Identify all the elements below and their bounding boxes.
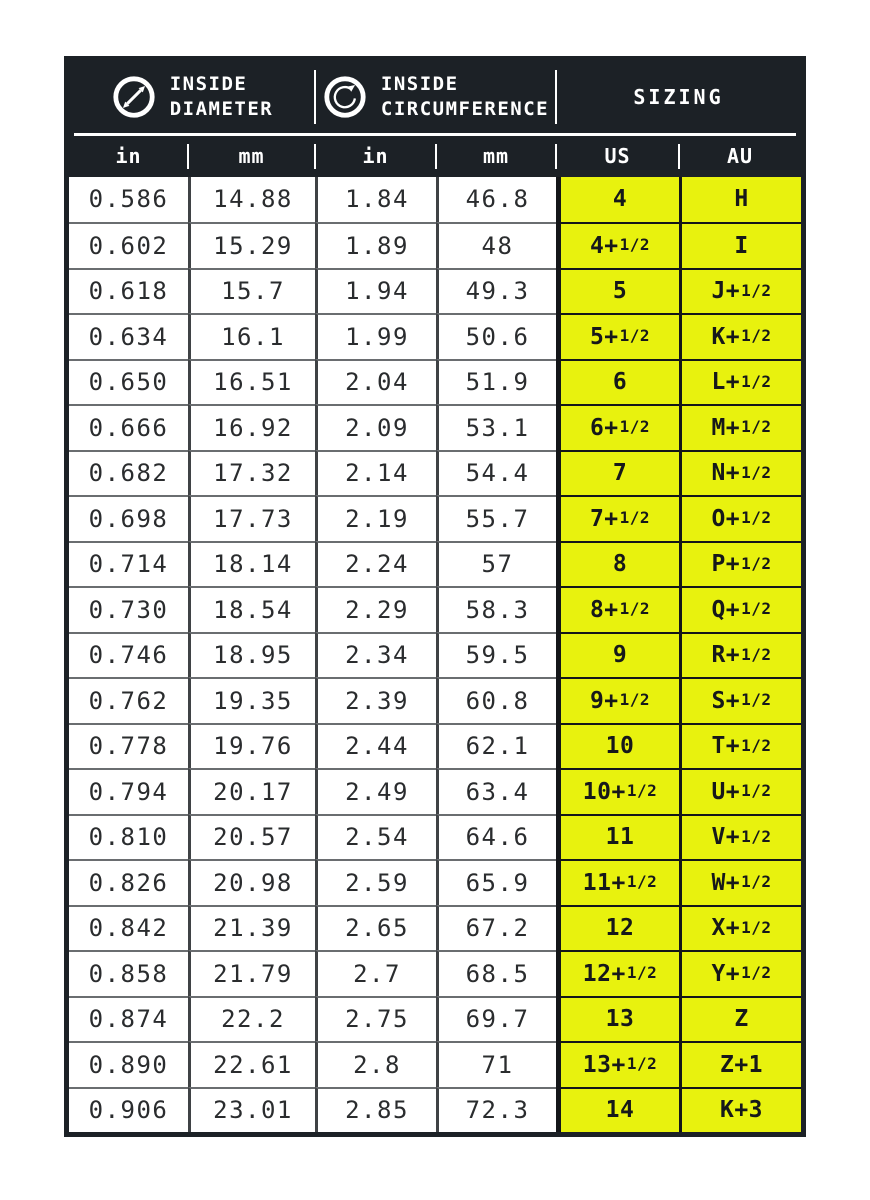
cell-au-size: P+ 1/2 (679, 541, 801, 587)
cell-diameter-mm: 20.17 (188, 768, 315, 814)
cell-diameter-mm: 19.76 (188, 723, 315, 769)
cell-au-size: S+ 1/2 (679, 677, 801, 723)
cell-diameter-mm: 18.14 (188, 541, 315, 587)
cell-diameter-in: 0.618 (69, 268, 188, 314)
diameter-icon (111, 74, 157, 120)
cell-us-size: 5 (556, 268, 679, 314)
cell-diameter-in: 0.906 (69, 1087, 188, 1133)
table-row (69, 222, 801, 268)
cell-au-size: W+ 1/2 (679, 859, 801, 905)
column-header-label: in (115, 144, 142, 168)
cell-circumference-mm: 58.3 (436, 586, 556, 632)
cell-circumference-in: 2.44 (315, 723, 436, 769)
cell-circumference-mm: 51.9 (436, 359, 556, 405)
cell-circumference-in: 2.19 (315, 495, 436, 541)
ring-size-conversion-table (64, 56, 806, 1137)
column-header-label: AU (726, 144, 754, 168)
cell-diameter-in: 0.698 (69, 495, 188, 541)
header-group-inside-diameter (69, 61, 315, 133)
cell-us-size: 8+ 1/2 (556, 586, 679, 632)
cell-au-size: J+ 1/2 (679, 268, 801, 314)
cell-circumference-in: 1.94 (315, 268, 436, 314)
header-group-sizing (556, 61, 801, 133)
cell-diameter-mm: 17.73 (188, 495, 315, 541)
cell-us-size: 10+ 1/2 (556, 768, 679, 814)
cell-diameter-in: 0.634 (69, 313, 188, 359)
cell-diameter-mm: 21.39 (188, 905, 315, 951)
table-row (69, 905, 801, 951)
cell-circumference-mm: 49.3 (436, 268, 556, 314)
header-title-row (69, 61, 801, 133)
cell-diameter-in: 0.682 (69, 450, 188, 496)
cell-diameter-mm: 16.92 (188, 404, 315, 450)
header-label-line: INSIDE (169, 73, 248, 95)
cell-circumference-mm: 68.5 (436, 950, 556, 996)
column-header-label: in (362, 144, 389, 168)
cell-circumference-in: 2.34 (315, 632, 436, 678)
cell-circumference-in: 1.84 (315, 177, 436, 223)
table-row (69, 313, 801, 359)
cell-au-size: K+ 1/2 (679, 313, 801, 359)
cell-circumference-in: 2.59 (315, 859, 436, 905)
column-header-label: mm (238, 144, 265, 168)
cell-circumference-mm: 69.7 (436, 996, 556, 1042)
cell-diameter-mm: 16.51 (188, 359, 315, 405)
cell-au-size: L+ 1/2 (679, 359, 801, 405)
cell-us-size: 4 (556, 177, 679, 223)
cell-us-size: 9 (556, 632, 679, 678)
table-row (69, 268, 801, 314)
table-row (69, 768, 801, 814)
cell-diameter-in: 0.666 (69, 404, 188, 450)
cell-circumference-in: 2.29 (315, 586, 436, 632)
cell-us-size: 8 (556, 541, 679, 587)
cell-circumference-in: 2.65 (315, 905, 436, 951)
table-row (69, 541, 801, 587)
table-row (69, 632, 801, 678)
cell-au-size: K+3 (679, 1087, 801, 1133)
column-header-au-size (679, 136, 801, 177)
header-label-line: DIAMETER (169, 98, 274, 120)
cell-us-size: 11 (556, 814, 679, 860)
cell-au-size: Q+ 1/2 (679, 586, 801, 632)
cell-au-size: O+ 1/2 (679, 495, 801, 541)
cell-circumference-mm: 46.8 (436, 177, 556, 223)
cell-au-size: V+ 1/2 (679, 814, 801, 860)
cell-circumference-in: 2.7 (315, 950, 436, 996)
cell-diameter-in: 0.794 (69, 768, 188, 814)
cell-diameter-in: 0.762 (69, 677, 188, 723)
cell-us-size: 7 (556, 450, 679, 496)
cell-us-size: 11+ 1/2 (556, 859, 679, 905)
cell-us-size: 6+ 1/2 (556, 404, 679, 450)
header-label-line: CIRCUMFERENCE (380, 98, 550, 120)
cell-diameter-mm: 15.29 (188, 222, 315, 268)
cell-diameter-mm: 18.95 (188, 632, 315, 678)
column-header-circumference-mm (436, 136, 556, 177)
column-header-circumference-in (315, 136, 436, 177)
cell-diameter-mm: 22.61 (188, 1041, 315, 1087)
cell-us-size: 5+ 1/2 (556, 313, 679, 359)
cell-diameter-in: 0.714 (69, 541, 188, 587)
cell-circumference-mm: 55.7 (436, 495, 556, 541)
table-row (69, 996, 801, 1042)
cell-circumference-in: 2.24 (315, 541, 436, 587)
cell-diameter-mm: 14.88 (188, 177, 315, 223)
cell-circumference-in: 2.39 (315, 677, 436, 723)
column-header-us-size (556, 136, 679, 177)
cell-us-size: 4+ 1/2 (556, 222, 679, 268)
column-header-diameter-mm (188, 136, 315, 177)
cell-us-size: 10 (556, 723, 679, 769)
cell-diameter-in: 0.826 (69, 859, 188, 905)
table-row (69, 677, 801, 723)
column-header-diameter-in (69, 136, 188, 177)
cell-au-size: R+ 1/2 (679, 632, 801, 678)
table-row (69, 450, 801, 496)
column-header-label: US (604, 144, 631, 168)
cell-circumference-in: 2.04 (315, 359, 436, 405)
table-row (69, 723, 801, 769)
cell-circumference-mm: 60.8 (436, 677, 556, 723)
cell-us-size: 9+ 1/2 (556, 677, 679, 723)
table-row (69, 859, 801, 905)
cell-circumference-mm: 53.1 (436, 404, 556, 450)
column-header-row (69, 136, 801, 177)
cell-diameter-in: 0.730 (69, 586, 188, 632)
cell-diameter-mm: 19.35 (188, 677, 315, 723)
cell-diameter-mm: 22.2 (188, 996, 315, 1042)
circumference-icon (322, 74, 368, 120)
cell-us-size: 14 (556, 1087, 679, 1133)
table-row (69, 177, 801, 223)
cell-au-size: M+ 1/2 (679, 404, 801, 450)
cell-circumference-in: 2.54 (315, 814, 436, 860)
table-body (69, 177, 801, 1133)
cell-diameter-in: 0.602 (69, 222, 188, 268)
cell-circumference-in: 1.89 (315, 222, 436, 268)
table-header (69, 61, 801, 177)
cell-au-size: I (679, 222, 801, 268)
cell-us-size: 6 (556, 359, 679, 405)
cell-circumference-mm: 71 (436, 1041, 556, 1087)
cell-circumference-in: 2.09 (315, 404, 436, 450)
sizing-title: SIZING (633, 85, 724, 109)
cell-au-size: N+ 1/2 (679, 450, 801, 496)
cell-diameter-in: 0.746 (69, 632, 188, 678)
cell-au-size: Z (679, 996, 801, 1042)
header-label-line: INSIDE (380, 73, 459, 95)
table-row (69, 495, 801, 541)
cell-circumference-in: 1.99 (315, 313, 436, 359)
cell-au-size: H (679, 177, 801, 223)
cell-diameter-in: 0.842 (69, 905, 188, 951)
cell-circumference-in: 2.85 (315, 1087, 436, 1133)
cell-diameter-mm: 20.98 (188, 859, 315, 905)
cell-diameter-in: 0.586 (69, 177, 188, 223)
cell-diameter-in: 0.650 (69, 359, 188, 405)
cell-circumference-in: 2.75 (315, 996, 436, 1042)
cell-diameter-mm: 20.57 (188, 814, 315, 860)
column-header-label: mm (482, 144, 510, 168)
cell-au-size: T+ 1/2 (679, 723, 801, 769)
cell-circumference-mm: 50.6 (436, 313, 556, 359)
cell-au-size: U+ 1/2 (679, 768, 801, 814)
cell-us-size: 12 (556, 905, 679, 951)
cell-diameter-in: 0.858 (69, 950, 188, 996)
cell-circumference-mm: 72.3 (436, 1087, 556, 1133)
cell-circumference-mm: 67.2 (436, 905, 556, 951)
table-row (69, 1087, 801, 1133)
table-row (69, 814, 801, 860)
table-row (69, 404, 801, 450)
cell-diameter-mm: 15.7 (188, 268, 315, 314)
table-row (69, 586, 801, 632)
table-row (69, 359, 801, 405)
cell-circumference-in: 2.14 (315, 450, 436, 496)
cell-diameter-mm: 21.79 (188, 950, 315, 996)
cell-circumference-mm: 64.6 (436, 814, 556, 860)
cell-circumference-in: 2.8 (315, 1041, 436, 1087)
cell-diameter-mm: 17.32 (188, 450, 315, 496)
cell-circumference-mm: 65.9 (436, 859, 556, 905)
cell-au-size: X+ 1/2 (679, 905, 801, 951)
table-row (69, 950, 801, 996)
cell-diameter-in: 0.890 (69, 1041, 188, 1087)
cell-circumference-mm: 63.4 (436, 768, 556, 814)
cell-circumference-mm: 59.5 (436, 632, 556, 678)
cell-diameter-mm: 23.01 (188, 1087, 315, 1133)
cell-diameter-in: 0.810 (69, 814, 188, 860)
cell-us-size: 12+ 1/2 (556, 950, 679, 996)
header-group-inside-circumference (315, 61, 556, 133)
table-row (69, 1041, 801, 1087)
cell-diameter-mm: 16.1 (188, 313, 315, 359)
cell-circumference-mm: 48 (436, 222, 556, 268)
cell-diameter-in: 0.778 (69, 723, 188, 769)
cell-us-size: 13 (556, 996, 679, 1042)
cell-au-size: Y+ 1/2 (679, 950, 801, 996)
cell-diameter-mm: 18.54 (188, 586, 315, 632)
cell-circumference-mm: 54.4 (436, 450, 556, 496)
cell-circumference-in: 2.49 (315, 768, 436, 814)
cell-us-size: 7+ 1/2 (556, 495, 679, 541)
cell-au-size: Z+1 (679, 1041, 801, 1087)
cell-circumference-mm: 62.1 (436, 723, 556, 769)
cell-us-size: 13+ 1/2 (556, 1041, 679, 1087)
cell-diameter-in: 0.874 (69, 996, 188, 1042)
cell-circumference-mm: 57 (436, 541, 556, 587)
